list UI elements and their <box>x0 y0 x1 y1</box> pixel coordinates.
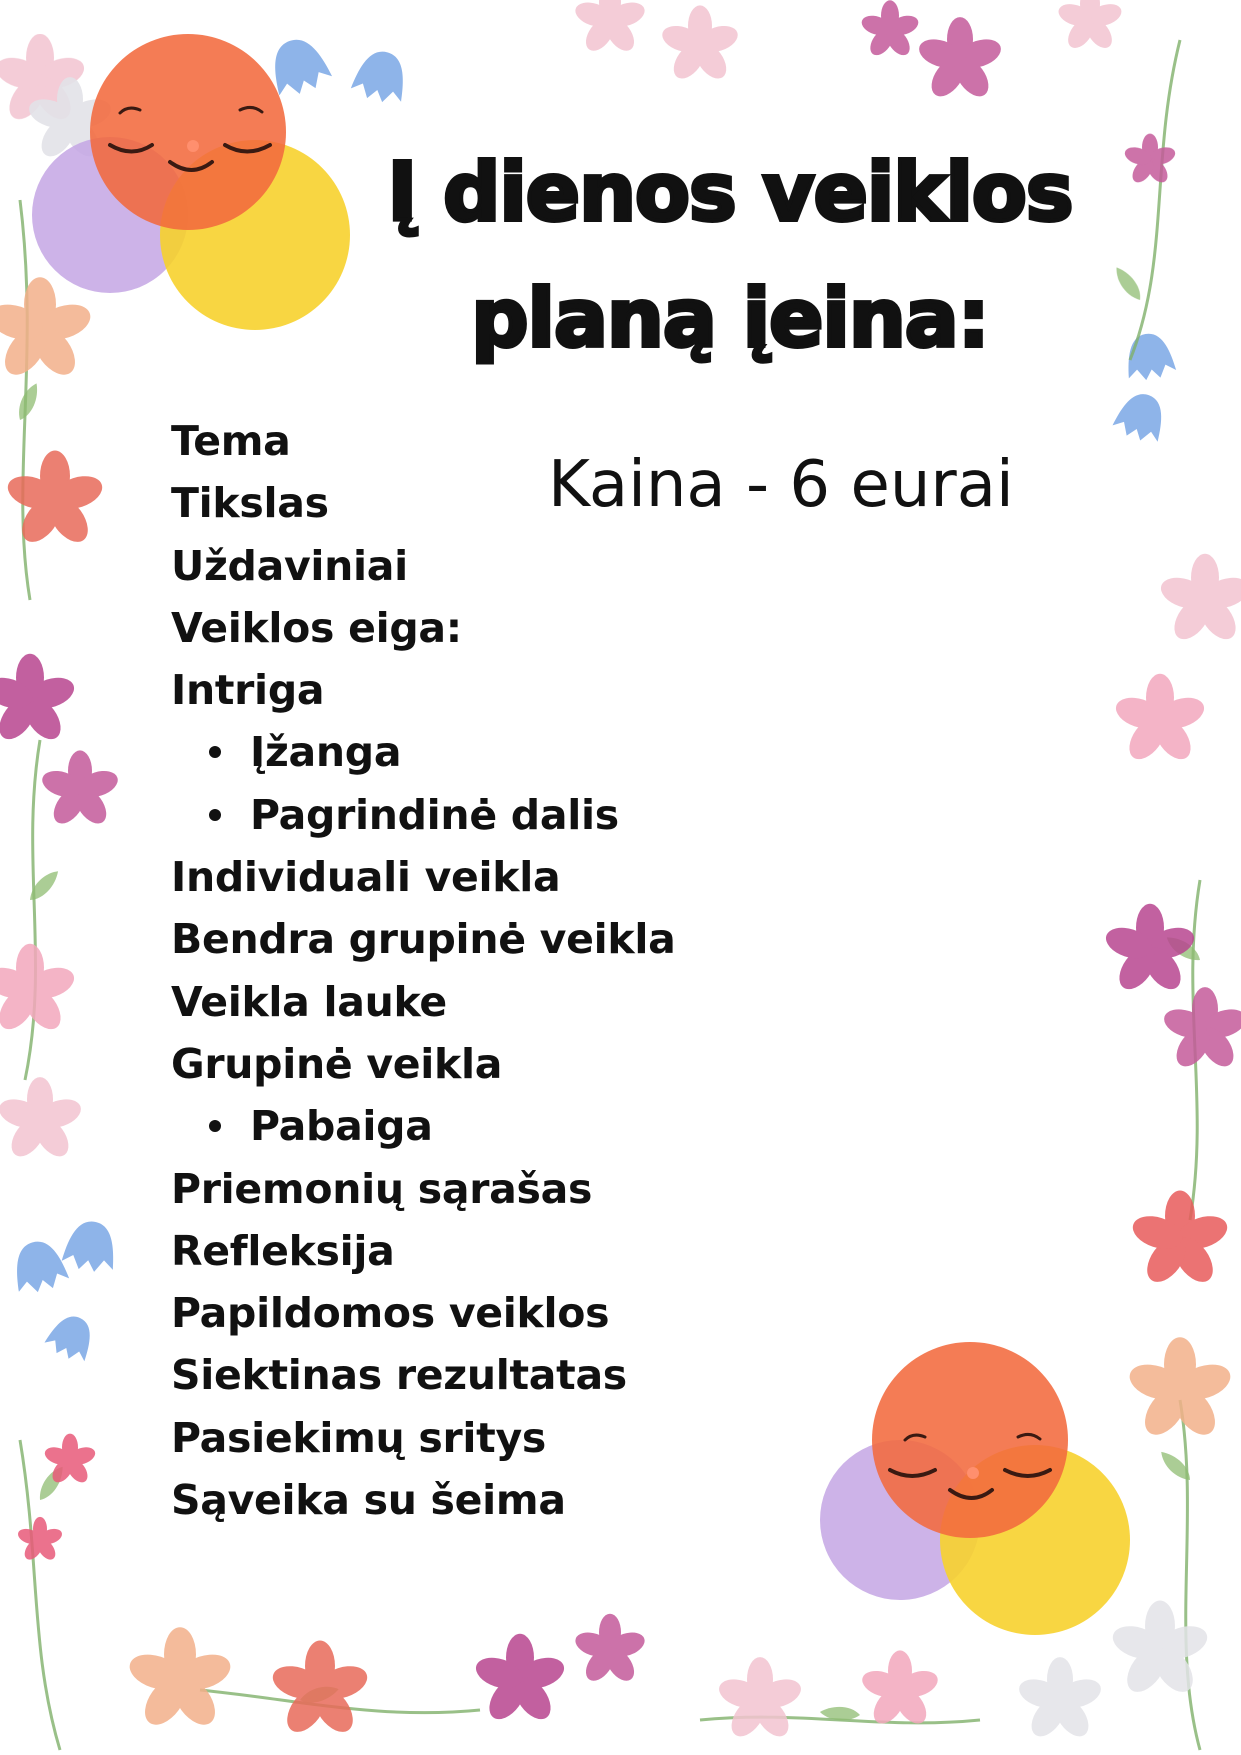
bullet-icon <box>209 1120 221 1132</box>
page-title <box>330 130 1130 382</box>
list-item: Veiklos eiga: <box>171 603 462 652</box>
list-subitem: Įžanga <box>171 721 675 783</box>
list-item: Pasiekimų sritys <box>171 1413 546 1462</box>
list-item: Uždaviniai <box>171 541 408 590</box>
plan-items-list <box>171 410 675 1531</box>
list-item: Tikslas <box>171 479 329 528</box>
list-item: Priemonių sąrašas <box>171 1164 593 1213</box>
list-item: Individuali veikla <box>171 853 561 902</box>
list-item: Intriga <box>171 666 325 715</box>
title-line-2: planą įeina: <box>471 272 989 365</box>
list-item: Tema <box>171 417 291 465</box>
list-item: Veikla lauke <box>171 977 447 1026</box>
title-line-1: Į dienos veiklos <box>387 146 1073 239</box>
bullet-icon <box>209 809 221 821</box>
list-item: Sąveika su šeima <box>171 1476 566 1525</box>
list-item: Bendra grupinė veikla <box>171 915 676 964</box>
price-label: Kaina - 6 eurai <box>548 448 1014 522</box>
list-item: Refleksija <box>171 1226 395 1275</box>
list-subitem: Pagrindinė dalis <box>171 784 675 846</box>
list-item: Papildomos veiklos <box>171 1289 610 1338</box>
list-subitem: Pabaiga <box>171 1095 675 1157</box>
smiling-sun-icon <box>820 1342 1130 1635</box>
list-item: Siektinas rezultatas <box>171 1351 627 1400</box>
bullet-icon <box>209 746 221 758</box>
list-item: Grupinė veikla <box>171 1039 503 1088</box>
